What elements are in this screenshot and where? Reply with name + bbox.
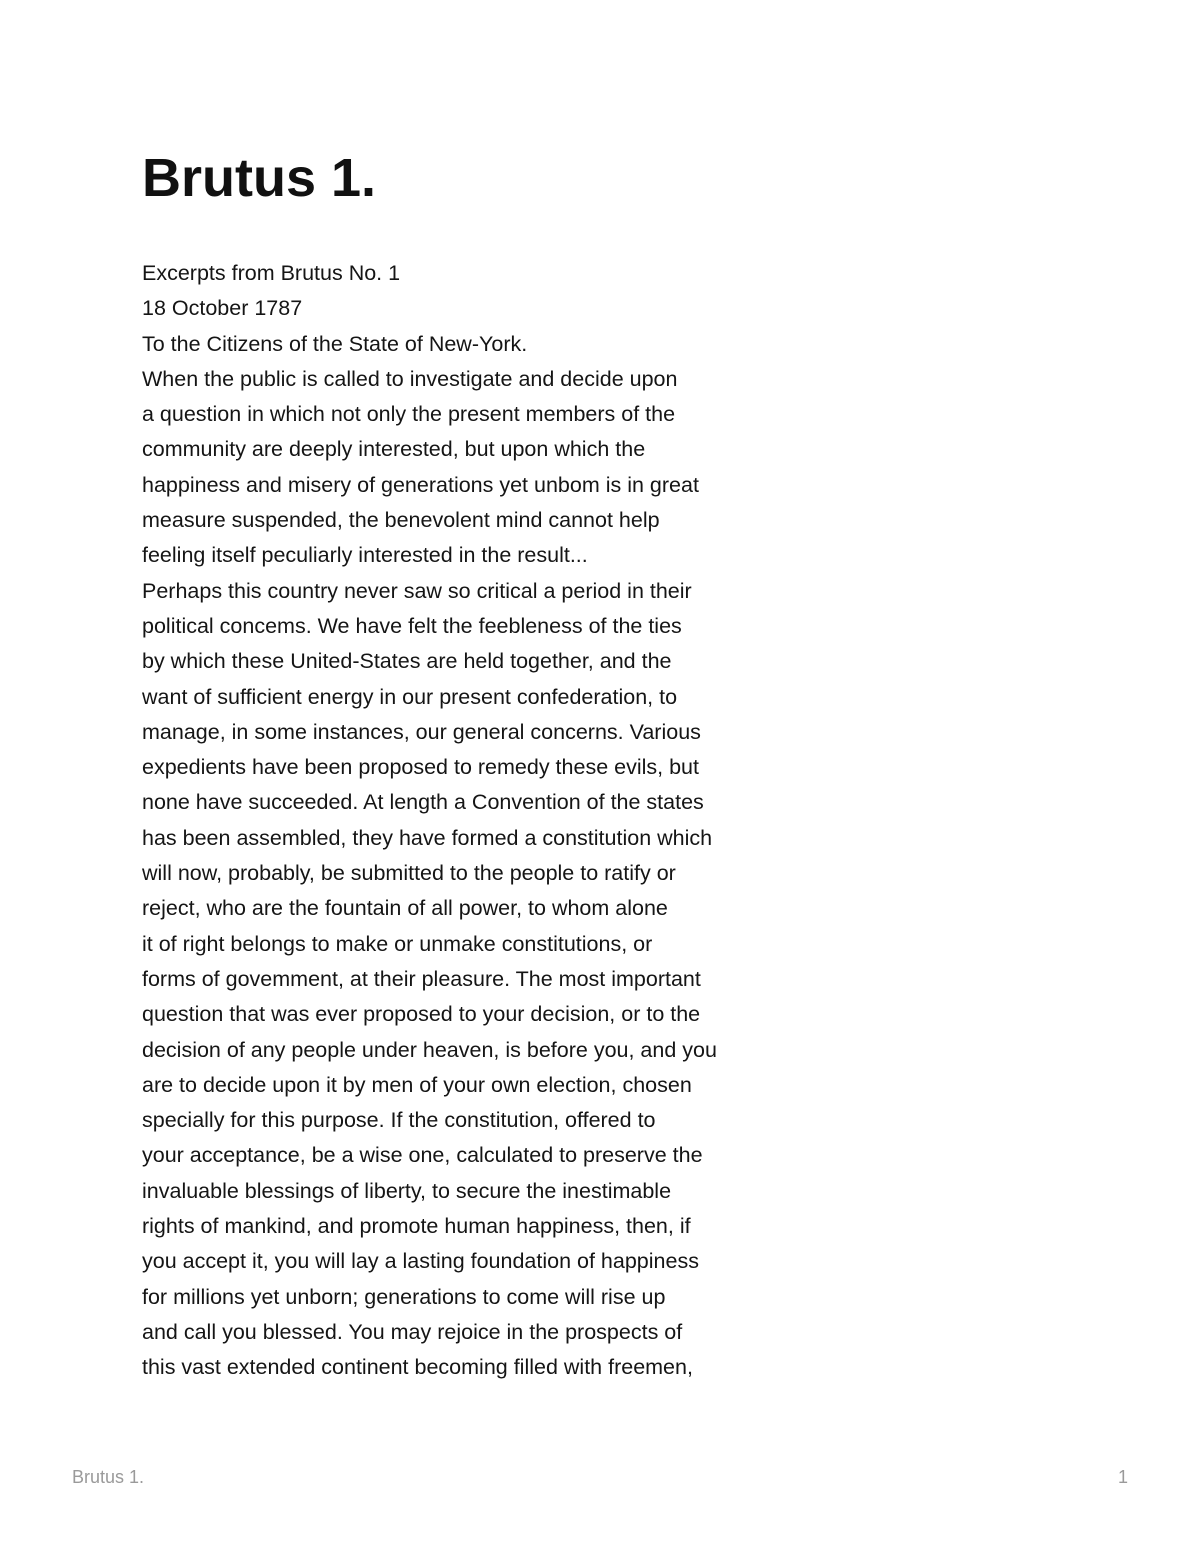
text-line: decision of any people under heaven, is before you, and you (142, 1037, 717, 1062)
text-line: measure suspended, the benevolent mind cannot help (142, 508, 660, 533)
text-line: invaluable blessings of liberty, to secure the inestimable (142, 1178, 672, 1203)
text-line: you accept it, you will lay a lasting foundation of happiness (142, 1249, 699, 1274)
text-line: none have succeeded. At length a Convention of the states (142, 790, 704, 815)
text-line: want of sufficient energy in our present confederation, to (142, 684, 678, 709)
text-line: your acceptance, be a wise one, calculated to preserve the (142, 1143, 703, 1168)
text-line: has been assembled, they have formed a constitution which (142, 825, 713, 850)
text-line: will now, probably, be submitted to the people to ratify or (142, 861, 676, 886)
footer-page-number: 1 (1117, 1467, 1128, 1487)
text-line: community are deeply interested, but upon which the (142, 437, 646, 462)
text-line: forms of govemment, at their pleasure. The most important (142, 966, 701, 991)
footer-document-title: Brutus 1. (72, 1467, 145, 1487)
text-line: reject, who are the fountain of all power, to whom alone (142, 896, 668, 921)
text-line: rights of mankind, and promote human happiness, then, if (142, 1214, 691, 1239)
text-line: political concems. We have felt the feebleness of the ties (142, 613, 682, 638)
text-line: question that was ever proposed to your decision, or to the (142, 1002, 701, 1027)
text-line: a question in which not only the present members of the (142, 402, 676, 427)
text-line: by which these United-States are held together, and the (142, 649, 672, 674)
text-line: When the public is called to investigate and decide upon (142, 366, 678, 391)
text-line: To the Citizens of the State of New-York. (142, 331, 528, 356)
text-line: it of right belongs to make or unmake constitutions, or (142, 931, 653, 956)
text-line: happiness and misery of generations yet unbom is in great (142, 472, 699, 497)
text-line: 18 October 1787 (142, 296, 303, 321)
text-line: manage, in some instances, our general concerns. Various (142, 719, 701, 744)
text-line: expedients have been proposed to remedy these evils, but (142, 755, 699, 780)
text-line: for millions yet unborn; generations to come will rise up (142, 1284, 666, 1309)
text-line: and call you blessed. You may rejoice in the prospects of (142, 1319, 683, 1344)
text-line: specially for this purpose. If the constitution, offered to (142, 1108, 656, 1133)
document-body (142, 256, 822, 1386)
text-line: are to decide upon it by men of your own election, chosen (142, 1072, 692, 1097)
page-title: Brutus 1. (142, 148, 377, 208)
text-line: this vast extended continent becoming filled with freemen, (142, 1355, 693, 1380)
text-line: Excerpts from Brutus No. 1 (142, 261, 401, 285)
text-line: feeling itself peculiarly interested in the result... (142, 543, 588, 568)
text-line: Perhaps this country never saw so critical a period in their (142, 578, 692, 603)
